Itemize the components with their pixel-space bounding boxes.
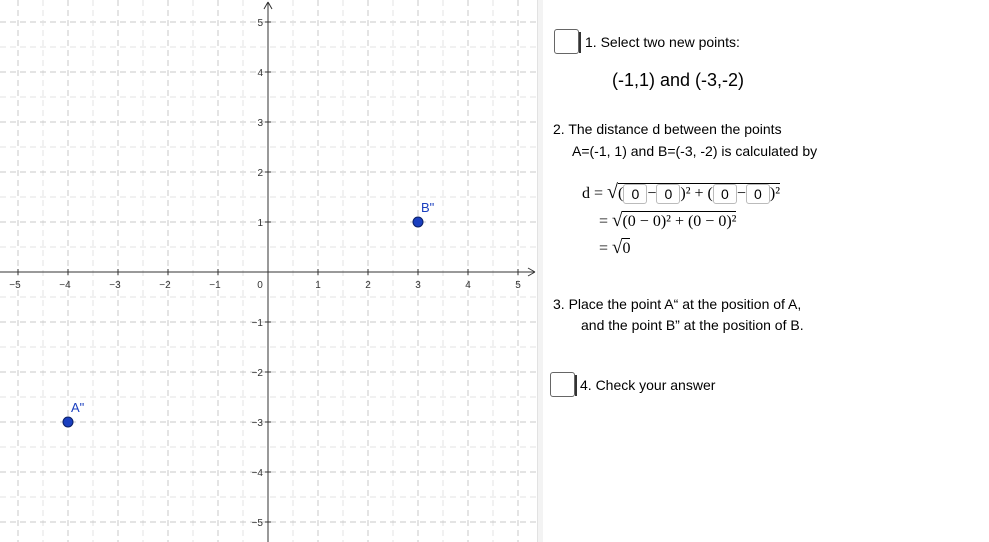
row2-equals: = <box>599 213 609 230</box>
open-paren: ( <box>618 185 624 202</box>
x-tick-label: 1 <box>315 280 321 291</box>
minus-1: − <box>647 185 657 202</box>
sqrt-radicand <box>618 183 780 202</box>
step3-line1: 3. Place the point A“ at the position of A, <box>553 296 802 312</box>
step4-label: 4. Check your answer <box>580 377 716 393</box>
input-box-3[interactable]: 0 <box>713 184 737 204</box>
x-tick-label: 3 <box>415 280 421 291</box>
y-tick-label: −1 <box>251 318 263 329</box>
y-tick-label: 4 <box>257 68 263 79</box>
x-tick-label: −5 <box>9 280 21 291</box>
x-tick-label: 4 <box>465 280 471 291</box>
d-equals: d = <box>582 185 604 202</box>
step2-line1: 2. The distance d between the points <box>553 121 782 137</box>
row3-equals: = <box>599 240 609 257</box>
plotted-points[interactable] <box>63 200 435 427</box>
step1-label: 1. Select two new points: <box>585 34 740 50</box>
selected-points-text: (-1,1) and (-3,-2) <box>612 70 745 90</box>
row2-radicand: (0 − 0)² + (0 − 0)² <box>622 213 737 230</box>
x-tick-label: −4 <box>59 280 71 291</box>
y-tick-label: −3 <box>251 418 263 429</box>
input-box-1[interactable]: 0 <box>623 184 647 204</box>
x-tick-label: 5 <box>515 280 521 291</box>
input-box-4[interactable]: 0 <box>746 184 770 204</box>
x-tick-label: 2 <box>365 280 371 291</box>
x-tick-label: 0 <box>257 280 263 291</box>
plus-open: )² + ( <box>680 185 713 202</box>
y-tick-label: −2 <box>251 368 263 379</box>
y-tick-label: 2 <box>257 168 263 179</box>
input-box-2[interactable]: 0 <box>656 184 680 204</box>
y-tick-label: 1 <box>257 218 263 229</box>
distance-formula-row3: = √0 <box>599 237 631 258</box>
step2-line2: A=(-1, 1) and B=(-3, -2) is calculated by <box>572 143 818 159</box>
point-label: A" <box>71 400 85 415</box>
point-label: B" <box>421 200 435 215</box>
point-marker[interactable] <box>63 417 73 427</box>
minus-2: − <box>736 185 746 202</box>
distance-formula-row1: d = √( 0 − 0 )² + ( 0 − 0 )² <box>582 181 781 203</box>
y-tick-label: −4 <box>251 468 263 479</box>
y-tick-label: −5 <box>251 518 263 529</box>
x-tick-label: −1 <box>209 280 221 291</box>
step3-line2: and the point B” at the position of B. <box>581 317 804 333</box>
algebra-panel <box>543 0 989 542</box>
row3-radicand: 0 <box>622 240 631 257</box>
point-marker[interactable] <box>413 217 423 227</box>
x-tick-label: −2 <box>159 280 171 291</box>
y-tick-label: 5 <box>257 18 263 29</box>
step4-checkbox[interactable] <box>550 372 575 397</box>
coordinate-axes <box>0 2 535 542</box>
x-tick-label: −3 <box>109 280 121 291</box>
close-sq: )² <box>769 185 781 202</box>
y-tick-label: 3 <box>257 118 263 129</box>
step1-checkbox[interactable] <box>554 29 579 54</box>
axis-tick-labels <box>9 18 521 529</box>
distance-formula-row2: = √(0 − 0)² + (0 − 0)² <box>599 210 737 231</box>
